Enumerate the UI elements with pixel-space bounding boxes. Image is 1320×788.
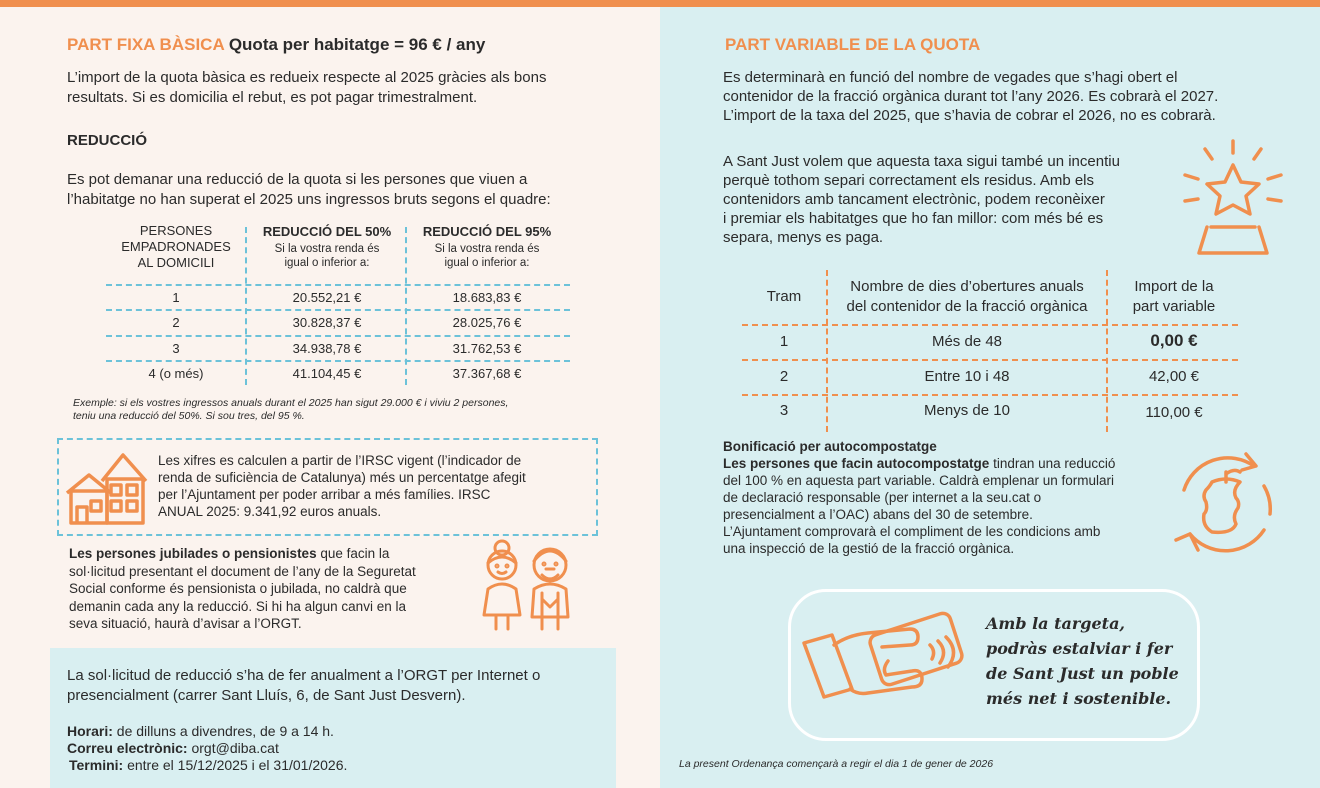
table-hdivider-0 <box>106 284 570 286</box>
hours-value: de dilluns a divendres, de 9 a 14 h. <box>112 723 334 739</box>
col1-header-line3: AL DOMICILI <box>137 255 215 270</box>
fixed-part-title <box>67 35 485 55</box>
compost-bonus-text <box>723 438 1115 557</box>
example-line1: Exemple: si els vostres ingressos anuals durant el 2025 han sigut 29.000 € i viviu 2 persones, <box>73 397 509 409</box>
vtable-row-3-tram: 3 <box>779 402 789 419</box>
table-row-2-r50: 30.828,37 € <box>292 315 362 330</box>
col1-header-line2: EMPADRONADES <box>121 239 231 254</box>
vtable-row-2-tram: 2 <box>779 368 789 385</box>
incentive-line5: separa, menys es paga. <box>723 229 884 246</box>
compost-bonus-bold: Les persones que facin autocompostatge <box>723 456 990 471</box>
fixed-intro-line2: resultats. Si es domicilia el rebut, es pot pagar trimestralment. <box>67 89 478 106</box>
email-line <box>67 740 347 757</box>
table-hdivider-1 <box>106 309 570 311</box>
col2-header-sub1: Si la vostra renda és <box>274 243 380 255</box>
pensioners-line4: demanin cada any la reducció. Si hi ha algun canvi en la <box>69 598 406 614</box>
hours-line <box>67 723 347 740</box>
card-message-line4: més net i sostenible. <box>986 689 1172 708</box>
fixed-part-title-orange: PART FIXA BÀSICA <box>67 35 225 54</box>
vtable-row-3-days: Menys de 10 <box>924 402 1010 419</box>
variable-intro-line2: contenidor de la fracció orgànica durant tot l’any 2026. Es cobrarà el 2027. <box>723 88 1219 105</box>
incentive-line3: contenidors amb tancament electrònic, podem reconèixer <box>723 191 1105 208</box>
variable-intro-line3: L’import de la taxa del 2025, que s’havia de cobrar el 2026, no es cobrarà. <box>723 107 1216 124</box>
card-message-line3: de Sant Just un poble <box>986 664 1179 683</box>
vtable-header-days <box>830 277 1104 317</box>
incentive-line1: A Sant Just volem que aquesta taxa sigui també un incentiu <box>723 153 1120 170</box>
table-hdivider-2 <box>106 335 570 337</box>
elderly-couple-icon <box>472 537 582 637</box>
request-line1: La sol·licitud de reducció s’ha de fer anualment a l’ORGT per Internet o <box>67 667 541 684</box>
pensioners-line1 <box>69 545 416 563</box>
irsc-line4: ANUAL 2025: 9.341,92 euros anuals. <box>158 504 382 519</box>
pensioners-line2: sol·licitud presentant el document de l’any de la Seguretat <box>69 563 416 579</box>
request-line2: presencialment (carrer Sant Lluís, 6, de Sant Just Desvern). <box>67 687 466 704</box>
irsc-line3: per l’Ajuntament per poder arribar a més famílies. IRSC <box>158 487 491 502</box>
deadline-label: Termini: <box>69 757 124 773</box>
table-hdivider-3 <box>106 360 570 362</box>
compost-bonus-title: Bonificació per autocompostatge <box>723 439 937 454</box>
email-value[interactable]: orgt@diba.cat <box>187 740 279 756</box>
compost-bonus-line1 <box>723 455 1115 472</box>
vtable-hdivider-2 <box>742 394 1238 396</box>
vtable-row-2-days: Entre 10 i 48 <box>924 368 1010 385</box>
reduction-text-line2: l’habitatge no han superat el 2025 uns ingressos bruts segons el quadre: <box>67 191 551 208</box>
col3-header-title: REDUCCIÓ DEL 95% <box>422 224 552 239</box>
variable-part-title: PART VARIABLE DE LA QUOTA <box>725 35 981 54</box>
incentive-line4: i premiar els habitatges que ho fan millor: com més bé es <box>723 210 1104 227</box>
vtable-row-1-days: Més de 48 <box>931 333 1003 350</box>
pensioners-bold: Les persones jubilades o pensionistes <box>69 546 317 561</box>
table-row-3-r50: 34.938,78 € <box>292 341 362 356</box>
card-message-line2: podràs estalviar i fer <box>986 639 1173 658</box>
left-panel <box>0 7 660 788</box>
contact-details <box>67 723 347 774</box>
vtable-hdivider-1 <box>742 359 1238 361</box>
vtable-row-3-amount: 110,00 € <box>1145 404 1203 421</box>
vtable-row-1-tram: 1 <box>779 333 789 350</box>
houses-icon <box>64 451 150 527</box>
vtable-header-amount-line2: part variable <box>1132 298 1216 315</box>
compost-bonus-line3: de declaració responsable (per internet a la seu.cat o <box>723 490 1042 505</box>
variable-intro <box>723 68 1218 125</box>
pensioners-line5: seva situació, haurà d’avisar a l’ORGT. <box>69 616 302 631</box>
ordinance-footer: La present Ordenança començarà a regir el dia 1 de gener de 2026 <box>679 758 994 770</box>
vtable-vdivider-2 <box>1106 270 1108 432</box>
star-trophy-icon <box>1177 135 1289 261</box>
table-row-4-persons: 4 (o més) <box>148 366 204 381</box>
example-line2: teniu una reducció del 50%. Si sou tres, del 95 %. <box>73 410 305 422</box>
fixed-intro-line1: L’import de la quota bàsica es redueix respecte al 2025 gràcies als bons <box>67 69 547 86</box>
table-row-4-r50: 41.104,45 € <box>292 366 362 381</box>
vtable-header-amount-line1: Import de la <box>1134 278 1214 295</box>
vtable-row-1-amount: 0,00 € <box>1150 331 1198 350</box>
compost-bonus-line6: una inspecció de la gestió de la fracció orgànica. <box>723 541 1015 556</box>
incentive-line2: perquè tothom separi correctament els residus. Amb els <box>723 172 1095 189</box>
vtable-header-amount <box>1110 277 1238 317</box>
col2-header-sub2: igual o inferior a: <box>284 257 370 269</box>
table-row-2-persons: 2 <box>172 315 180 330</box>
col3-header-sub1: Si la vostra renda és <box>434 243 540 255</box>
vtable-header-tram: Tram <box>766 288 802 305</box>
hand-card-icon <box>802 605 982 725</box>
table-row-3-persons: 3 <box>172 341 180 356</box>
incentive-text <box>723 152 1120 247</box>
top-accent-bar <box>0 0 1320 7</box>
col3-header-sub2: igual o inferior a: <box>444 257 530 269</box>
vtable-row-2-amount: 42,00 € <box>1148 368 1200 385</box>
hours-label: Horari: <box>67 723 113 739</box>
table-col3-header <box>408 224 566 270</box>
table-row-2-r95: 28.025,76 € <box>452 315 522 330</box>
card-message-text <box>986 611 1179 711</box>
table-row-1-r95: 18.683,83 € <box>452 290 522 305</box>
col1-header-line1: PERSONES <box>139 223 213 238</box>
deadline-line <box>67 757 347 774</box>
compost-apple-recycle-icon <box>1168 444 1284 562</box>
vtable-header-days-line2: del contenidor de la fracció orgànica <box>846 298 1088 315</box>
variable-intro-line1: Es determinarà en funció del nombre de vegades que s’hagi obert el <box>723 69 1178 86</box>
table-row-4-r95: 37.367,68 € <box>452 366 522 381</box>
right-panel <box>660 7 1320 788</box>
email-label: Correu electrònic: <box>67 740 188 756</box>
pensioners-line3: Social conforme és pensionista o jubilada, no caldrà que <box>69 581 407 596</box>
deadline-value: entre el 15/12/2025 i el 31/01/2026. <box>123 757 348 773</box>
pensioners-line1-rest: que facin la <box>316 546 390 561</box>
fixed-part-title-quota: Quota per habitatge = 96 € / any <box>228 35 486 54</box>
compost-bonus-line5: L’Ajuntament comprovarà el compliment de les condicions amb <box>723 524 1101 539</box>
compost-bonus-line1-rest: tindran una reducció <box>989 456 1116 471</box>
table-col2-header <box>248 224 406 270</box>
irsc-text <box>158 452 526 520</box>
vtable-vdivider-1 <box>826 270 828 432</box>
table-row-1-persons: 1 <box>172 290 180 305</box>
vtable-hdivider-0 <box>742 324 1238 326</box>
vtable-header-days-line1: Nombre de dies d’obertures anuals <box>850 278 1084 295</box>
irsc-line2: renda de suficiència de Catalunya) més un percentatge afegit <box>158 470 526 485</box>
pensioners-text <box>69 545 416 633</box>
col2-header-title: REDUCCIÓ DEL 50% <box>262 224 392 239</box>
reduction-heading: REDUCCIÓ <box>67 132 148 149</box>
table-row-1-r50: 20.552,21 € <box>292 290 362 305</box>
compost-bonus-line4: presencialment a l’OAC) abans del 30 de setembre. <box>723 507 1033 522</box>
compost-bonus-line2: del 100 % en aquesta part variable. Caldrà emplenar un formulari <box>723 473 1114 488</box>
table-col1-header <box>108 223 244 271</box>
irsc-line1: Les xifres es calculen a partir de l’IRSC vigent (l’indicador de <box>158 453 522 468</box>
table-row-3-r95: 31.762,53 € <box>452 341 522 356</box>
reduction-text-line1: Es pot demanar una reducció de la quota si les persones que viuen a <box>67 171 528 188</box>
card-message-line1: Amb la targeta, <box>986 614 1125 633</box>
